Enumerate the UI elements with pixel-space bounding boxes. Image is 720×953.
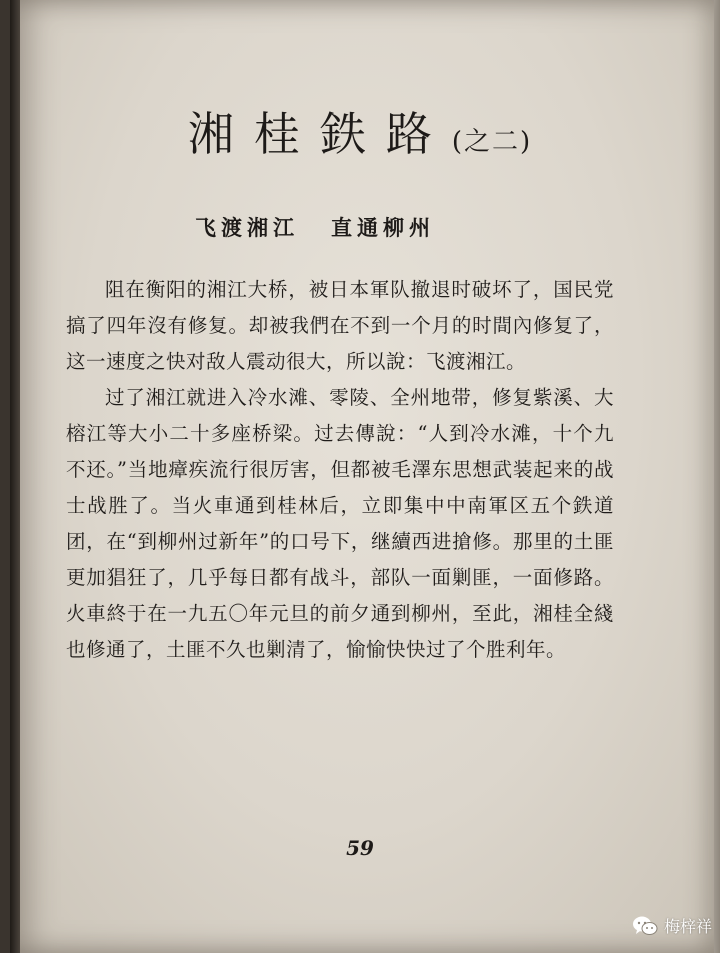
paragraph: 阻在衡阳的湘江大桥，被日本軍队撤退时破坏了，国民党搞了四年沒有修复。却被我們在不到一个月的时間內修复了，这一速度之快对敌人震动很大，所以說：飞渡湘江。 bbox=[66, 278, 614, 373]
paragraph: 过了湘江就进入冷水滩、零陵、全州地带，修复紫溪、大榕江等大小二十多座桥梁。过去傳說：“人到冷水滩，十个九不还。”当地瘴疾流行很厉害，但都被毛澤东思想武装起来的战士战胜了。当火車通到桂林后，立即集中中南軍区五个鉄道团，在“到柳州过新年”的口号下，继續西进搶修。那里的土匪更加猖狂了，几乎每日都有战斗，部队一面剿匪，一面修路。火車終于在一九五〇年元旦的前夕通到柳州，至此，湘桂全綫也修通了，土匪不久也剿清了，愉愉快快过了个胜利年。 bbox=[66, 386, 614, 661]
body-text bbox=[66, 272, 614, 668]
chapter-title-suffix: (之二) bbox=[451, 127, 533, 157]
chapter-heading bbox=[0, 98, 720, 164]
page-number: 59 bbox=[346, 836, 374, 860]
subtitle-right: 直通柳州 bbox=[331, 215, 435, 240]
subtitle-left: 飞渡湘江 bbox=[195, 215, 299, 240]
section-subtitle bbox=[195, 212, 435, 242]
wechat-icon bbox=[632, 915, 658, 937]
chapter-title: 湘桂鉄路 bbox=[187, 107, 452, 161]
watermark-text: 梅梓祥 bbox=[663, 919, 712, 936]
watermark bbox=[632, 914, 712, 937]
